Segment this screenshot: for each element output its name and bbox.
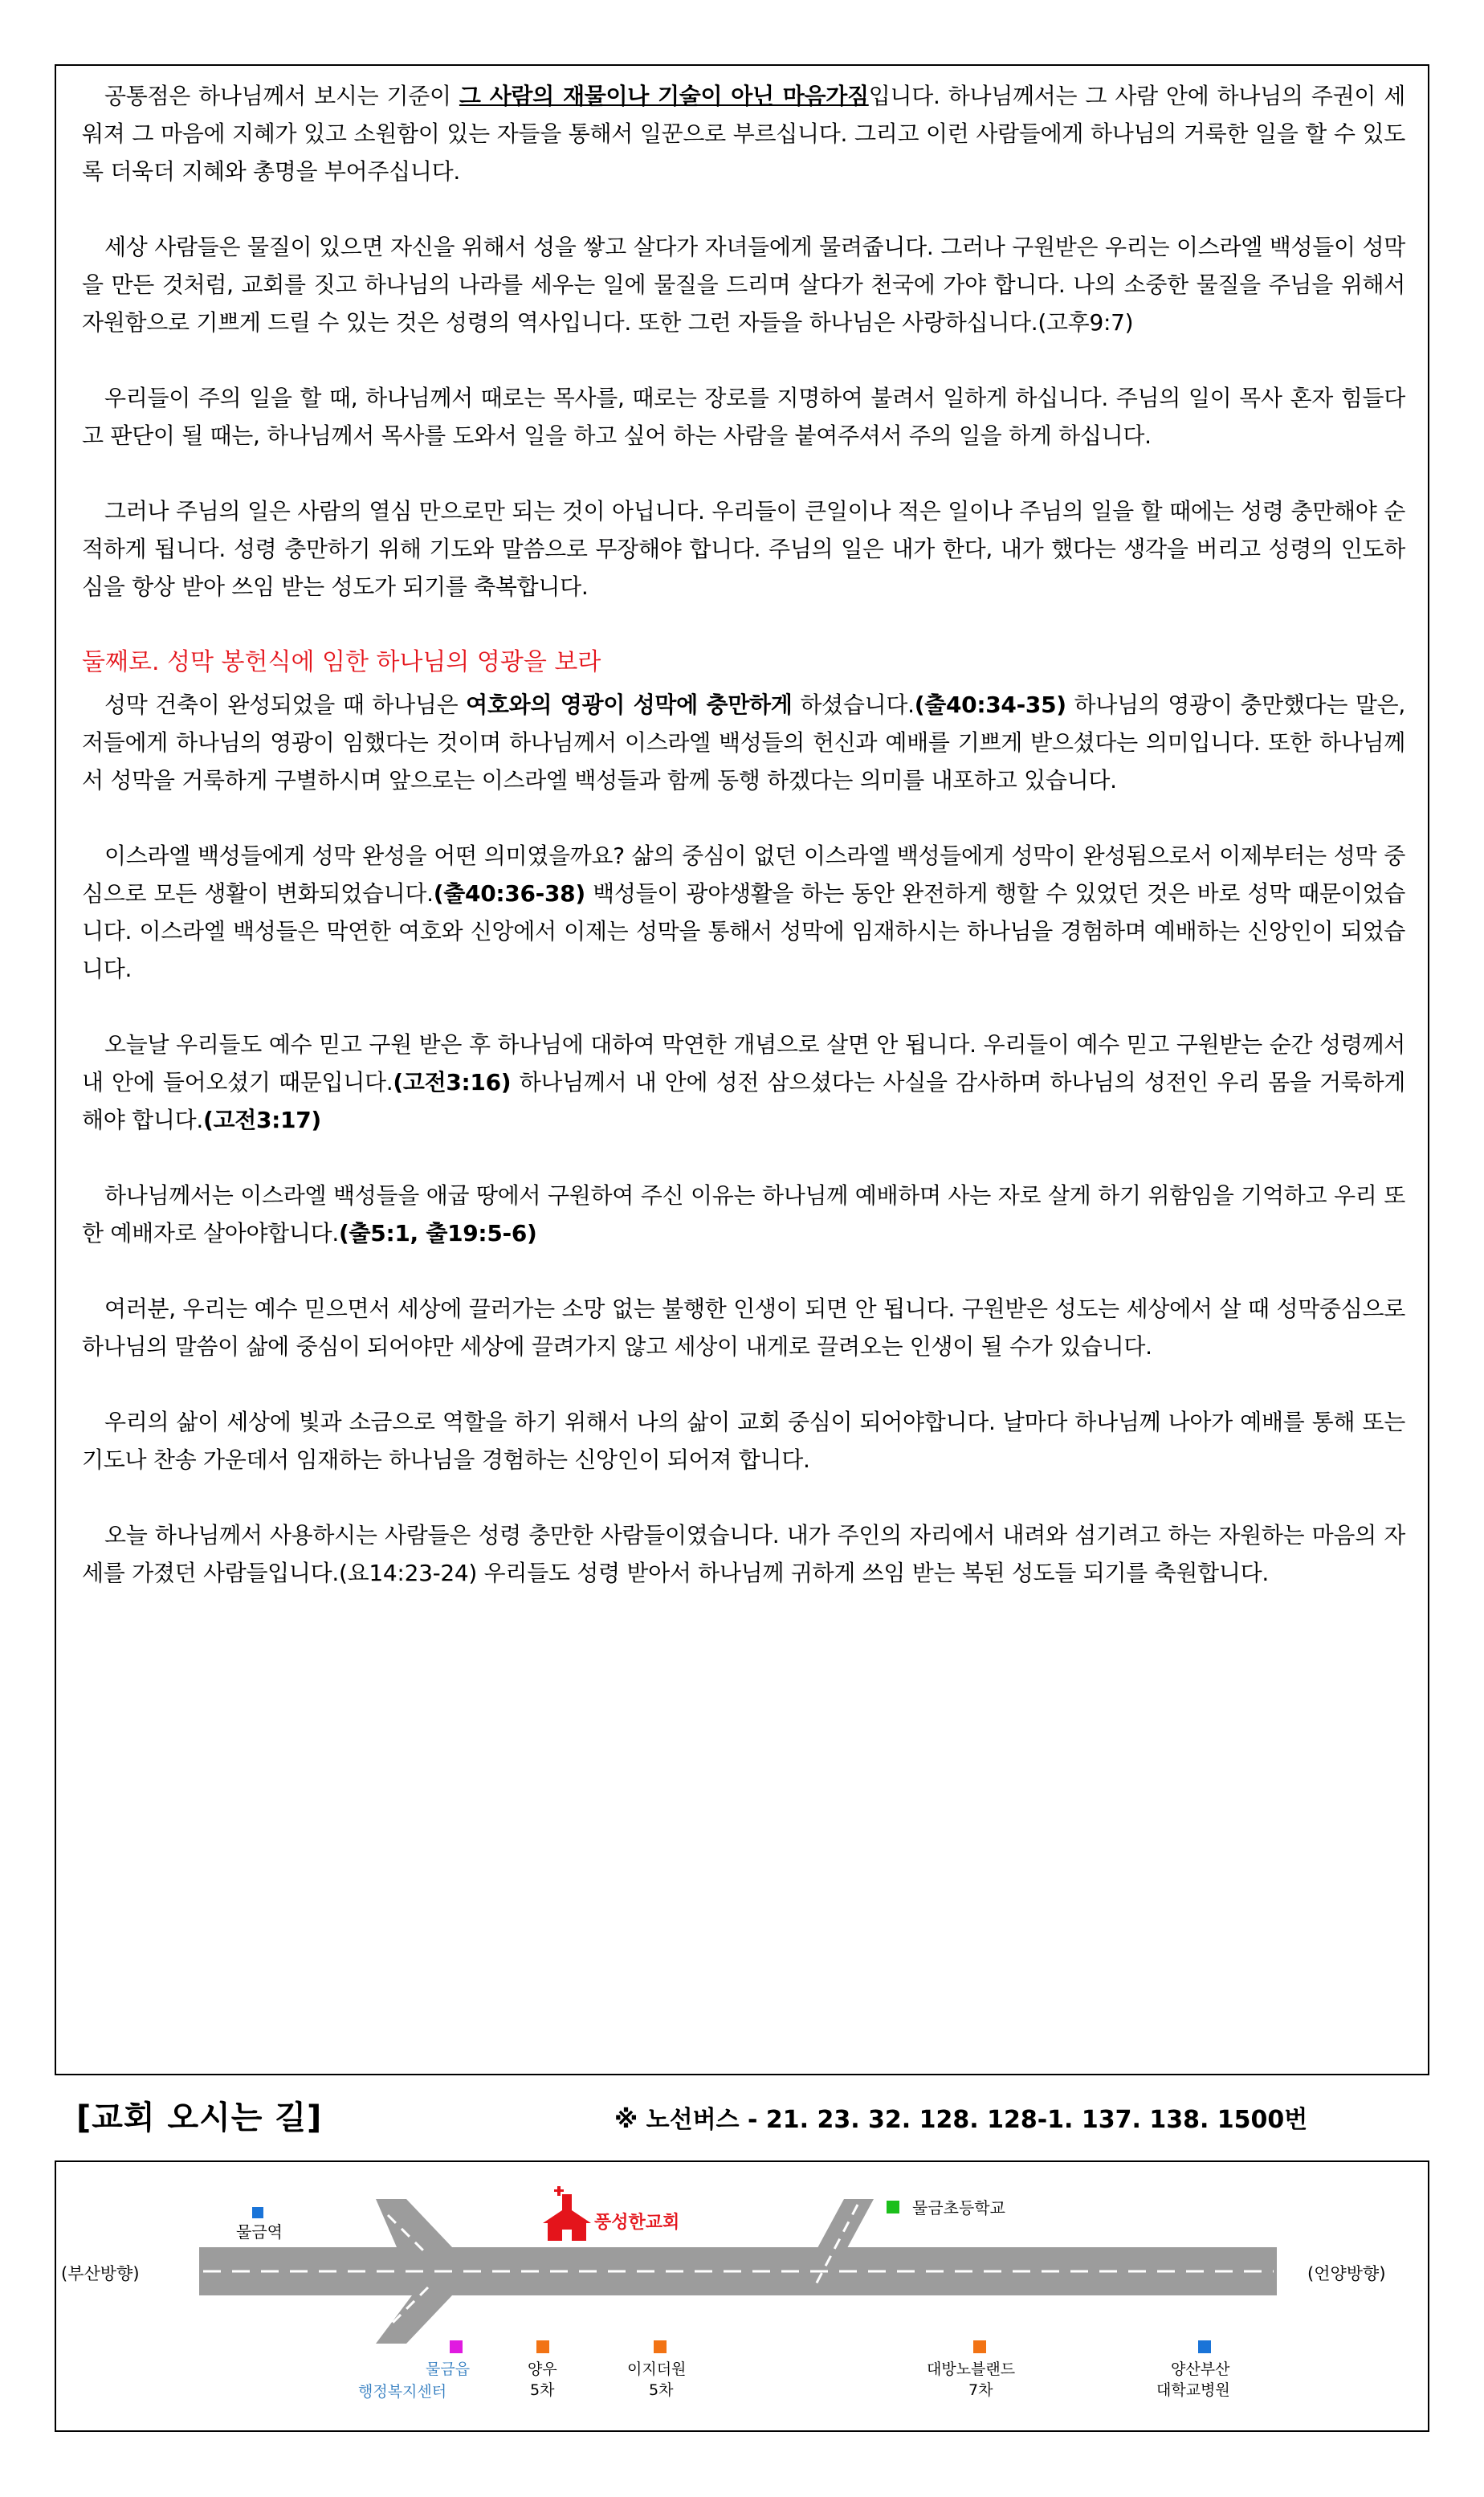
paragraph-3: 우리들이 주의 일을 할 때, 하나님께서 때로는 목사를, 때로는 장로를 지명하여 불려서 일하게 하십니다. 주님의 일이 목사 혼자 힘들다고 판단이 될 때는, 하나님께서 목사를 도와서 일을 하고 싶어 하는 사람을 붙여주셔서 주의 일을 하게 하십니다.	[82, 385, 1405, 449]
paragraph-4: 그러나 주님의 일은 사람의 열심 만으로만 되는 것이 아닙니다. 우리들이 큰일이나 적은 일이나 주님의 일을 할 때에는 성령 충만해야 순적하게 됩니다. 성령 충만하기 위해 기도와 말씀으로 무장해야 합니다. 주님의 일은 내가 한다, 내가 했다는 생각을 버리고 성령의 인도하심을 항상 받아 쓰임 받는 성도가 되기를 축복합니다.	[82, 498, 1405, 600]
section-heading: 둘째로. 성막 봉헌식에 임한 하나님의 영광을 보라	[82, 648, 601, 676]
apartment-2-line2: 5차	[649, 2381, 674, 2399]
school-label: 물금초등학교	[912, 2198, 1005, 2218]
apartment-2-line1: 이지더원	[627, 2360, 687, 2378]
apartment-3-line2: 7차	[968, 2381, 993, 2399]
paragraph-6: 이스라엘 백성들에게 성막 완성을 어떤 의미였을까요? 삶의 중심이 없던 이스라엘 백성들에게 성막이 완성됨으로서 이제부터는 성막 중심으로 모든 생활이 변화되었습니다.(출40:36-38) 백성들이 광야생활을 하는 동안 완전하게 행할 수 있었던 것은 바로 성막 때문이었습니다. 이스라엘 백성들은 막연한 여호와 신앙에서 이제는 성막을 통해서 성막에 임재하시는 하나님을 경험하며 예배하는 신앙인이 되었습니다.	[82, 843, 1405, 982]
underlined-phrase: 그 사람의 재물이나 기술이 아닌 마음가짐	[459, 83, 869, 109]
office-label-line1: 물금읍	[426, 2360, 471, 2378]
hospital-label-line1: 양산부산	[1171, 2360, 1230, 2378]
apartment-marker-3	[973, 2340, 986, 2353]
office-marker	[450, 2340, 463, 2353]
right-direction-label: (언양방향)	[1307, 2264, 1386, 2283]
paragraph-9: 여러분, 우리는 예수 믿으면서 세상에 끌러가는 소망 없는 불행한 인생이 되면 안 됩니다. 구원받은 성도는 세상에서 살 때 성막중심으로 하나님의 말씀이 삶에 중심이 되어야만 세상에 끌려가지 않고 세상이 내게로 끌려오는 인생이 될 수가 있습니다.	[82, 1295, 1405, 1360]
paragraph-8: 하나님께서는 이스라엘 백성들을 애굽 땅에서 구원하여 주신 이유는 하나님께 예배하며 사는 자로 살게 하기 위함임을 기억하고 우리 또한 예배자로 살아야합니다.(출5:1, 출19:5-6)	[82, 1182, 1405, 1246]
station-marker	[252, 2207, 263, 2218]
apartment-marker-2	[654, 2340, 667, 2353]
paragraph-5: 성막 건축이 완성되었을 때 하나님은 여호와의 영광이 성막에 충만하게 하셨습니다.(출40:34-35) 하나님의 영광이 충만했다는 말은, 저들에게 하나님의 영광이 임했다는 것이며 하나님께서 이스라엘 백성들의 헌신과 예배를 기쁘게 받으셨다는 의미입니다. 또한 하나님께서 성막을 거룩하게 구별하시며 앞으로는 이스라엘 백성들과 함께 동행 하겠다는 의미를 내포하고 있습니다.	[82, 692, 1405, 794]
paragraph-10: 우리의 삶이 세상에 빛과 소금으로 역할을 하기 위해서 나의 삶이 교회 중심이 되어야합니다. 날마다 하나님께 나아가 예배를 통해 또는 기도나 찬송 가운데서 임재하는 하나님을 경험하는 신앙인이 되어져 합니다.	[82, 1409, 1405, 1473]
paragraph-11: 오늘 하나님께서 사용하시는 사람들은 성령 충만한 사람들이였습니다. 내가 주인의 자리에서 내려와 섬기려고 하는 자원하는 마음의 자세를 가졌던 사람들입니다.(요14:23-24) 우리들도 성령 받아서 하나님께 귀하게 쓰임 받는 복된 성도들 되기를 축원합니다.	[82, 1522, 1405, 1586]
paragraph-7: 오늘날 우리들도 예수 믿고 구원 받은 후 하나님에 대하여 막연한 개념으로 살면 안 됩니다. 우리들이 예수 믿고 구원받는 순간 성령께서 내 안에 들어오셨기 때문입니다.(고전3:16) 하나님께서 내 안에 성전 삼으셨다는 사실을 감사하며 하나님의 성전인 우리 몸을 거룩하게 해야 합니다.(고전3:17)	[82, 1031, 1405, 1133]
station-label: 물금역	[236, 2222, 283, 2242]
bus-route-info: ※ 노선버스 - 21. 23. 32. 128. 128-1. 137. 138. 1500번	[614, 2106, 1308, 2134]
sermon-text-box	[55, 64, 1429, 2075]
school-marker	[887, 2201, 899, 2213]
hospital-label-line2: 대학교병원	[1156, 2381, 1230, 2399]
directions-title: [교회 오시는 길]	[76, 2099, 323, 2136]
apartment-3-line1: 대방노블랜드	[927, 2360, 1016, 2378]
office-label-line2: 행정복지센터	[358, 2383, 447, 2401]
paragraph-2: 세상 사람들은 물질이 있으면 자신을 위해서 성을 쌓고 살다가 자녀들에게 물려줍니다. 그러나 구원받은 우리는 이스라엘 백성들이 성막을 만든 것처럼, 교회를 짓고 하나님의 나라를 세우는 일에 물질을 드리며 살다가 천국에 가야 합니다. 나의 소중한 물질을 주님을 위해서 자원함으로 기쁘게 드릴 수 있는 것은 성령의 역사입니다. 또한 그런 자들을 하나님은 사랑하십니다.(고후9:7)	[82, 234, 1405, 336]
church-location-map	[55, 2160, 1429, 2432]
apartment-marker-1	[536, 2340, 549, 2353]
apartment-1-line2: 5차	[530, 2381, 555, 2399]
church-label: 풍성한교회	[594, 2213, 680, 2233]
paragraph-1: 공통점은 하나님께서 보시는 기준이 그 사람의 재물이나 기술이 아닌 마음가짐입니다. 하나님께서는 그 사람 안에 하나님의 주권이 세워져 그 마음에 지혜가 있고 소원함이 있는 자들을 통해서 일꾼으로 부르십니다. 그리고 이런 사람들에게 하나님의 거룩한 일을 할 수 있도록 더욱더 지혜와 총명을 부어주십니다.	[82, 83, 1406, 185]
hospital-marker	[1198, 2340, 1211, 2353]
apartment-1-line1: 양우	[528, 2360, 557, 2378]
left-direction-label: (부산방향)	[61, 2264, 140, 2283]
